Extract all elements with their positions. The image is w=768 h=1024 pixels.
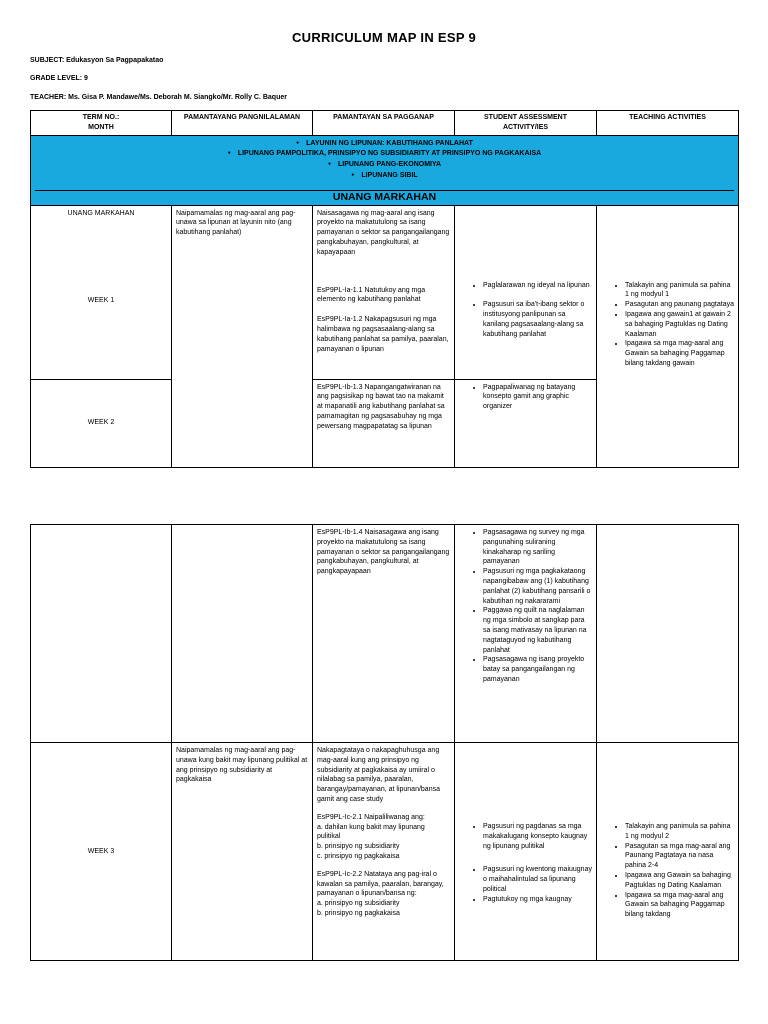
col-header-assessment: [455, 111, 597, 136]
list-item: • Ipagawa sa mga mag-aaral ang Gawain sa bahaging Paggamap bilang takdang: [625, 891, 734, 920]
assessment-cell: [455, 205, 597, 379]
topics-banner-row: [31, 135, 739, 205]
week-label: WEEK 3: [31, 743, 172, 961]
assessment-list: [459, 528, 592, 685]
performance-cell: [313, 379, 455, 467]
page-title: CURRICULUM MAP IN ESP 9: [291, 30, 477, 45]
col-header-term-line1: TERM NO.:: [82, 114, 120, 121]
performance-cell: [313, 743, 455, 961]
col-header-term-line2: MONTH: [88, 123, 114, 131]
assessment-list: [459, 281, 592, 340]
topic-item: ● LIPUNANG PANG-EKONOMIYA: [35, 160, 734, 171]
list-item: • Pagsusuri ng pagdanas sa mga makakalugang konsepto kaugnay ng lipunang pulitikal: [483, 822, 592, 851]
list-item: • Pagpapaliwanag ng batayang konsepto gamit ang graphic organizer: [483, 383, 592, 412]
content-standard-text: Naipamamalas ng mag-aaral ang pag-unawa sa lipunan at layunin nito (ang kabutihang panlahat): [176, 209, 296, 237]
curriculum-table-1: [30, 110, 739, 468]
assessment-list: [459, 822, 592, 851]
competency-text: EsP9PL-Ia-1.1 Natutukoy ang mga elemento ng kabutihang panlahat: [317, 286, 426, 304]
list-item: • Talakayin ang panimula sa pahina 1 ng modyul 2: [625, 822, 734, 842]
list-item: • Ipagawa sa mga mag-aaral ang Gawain sa bahaging Paggamap bilang takdang gawain: [625, 339, 734, 368]
col-header-assessment-line1: STUDENT ASSESSMENT: [484, 114, 567, 121]
list-item: • Pagsasagawa ng isang proyekto batay sa pangangailangan ng pamayanan: [483, 655, 592, 684]
competency-text: EsP9PL-Ic-2.1 Naipaliliwanag ang:: [317, 813, 425, 821]
teaching-cell: [597, 205, 739, 467]
col-header-assessment-line2: ACTIVITY/IES: [502, 123, 549, 131]
competency-text: EsP9PL-Ib-1.4 Naisasagawa ang isang proyekto na makatutulong sa isang pamayanan o sektor sa pangangailangang pangkabuhayan, pangkultural, at pangkapayapaan: [317, 529, 450, 576]
week-label: WEEK 1: [87, 297, 115, 305]
performance-standard-text: Naisasagawa ng mag-aaral ang isang proyekto na makatutulong sa isang pamayanan o sektor sa pangangailangang pangkabuhayan, pangkultural, at kapayapaan: [317, 209, 450, 256]
table-row: [31, 205, 739, 379]
content-standard-cell: [172, 525, 313, 743]
performance-cell: [313, 205, 455, 379]
competency-subitem: a. prinsipyo ng subsidiarity: [317, 900, 400, 908]
teaching-list: [601, 822, 734, 920]
list-item: • Talakayin ang panimula sa pahina 1 ng modyul 1: [625, 281, 734, 301]
content-standard-text: Naipamamalas ng mag-aaral ang pag-unawa kung bakit may lipunang pulitikal at ang prinsipyo ng subsidiarity at pagkakaisa: [176, 747, 308, 784]
term-cell: [31, 205, 172, 379]
quarter-heading: UNANG MARKAHAN: [35, 190, 734, 205]
teaching-cell: [597, 525, 739, 743]
topic-item: ● LIPUNANG PAMPOLITIKA, PRINSIPYO NG SUBSIDIARITY AT PRINSIPYO NG PAGKAKAISA: [35, 149, 734, 160]
assessment-cell: [455, 379, 597, 467]
competency-text: EsP9PL-Ia-1.2 Nakapagsusuri ng mga halimbawa ng pagsasaalang-alang sa kabutihang panlahat sa pamilya, paaralan, pamayanan o lipunan: [317, 316, 449, 353]
competency-text: EsP9PL-Ic-2.2 Natataya ang pag-iral o kawalan sa pamilya, paaralan, barangay, pamayanan o lipunan/bansa ng:: [317, 870, 444, 898]
content-standard-cell: [172, 205, 313, 467]
performance-standard-text: Nakapagtataya o nakapaghuhusga ang mag-aaral kung ang prinsipyo ng subsidiarity at pagkakaisa ay umiiral o nilalabag sa pamilya, paaralan, barangay/pamayanan, at lipunan/bansa gamit ang case study: [317, 747, 440, 803]
term-cell: [31, 525, 172, 743]
grade-level-line: GRADE LEVEL: 9: [30, 75, 88, 82]
col-header-term: [31, 111, 172, 136]
list-item: • Pagsasagawa ng survey ng mga pangunahing suliraning kinakaharap ng sariling pamayanan: [483, 528, 592, 567]
teaching-list: [601, 281, 734, 369]
list-item: • Ipagawa ang gawain1 at gawain 2 sa bahaging Pagtuklas ng Dating Kaalaman: [625, 310, 734, 339]
col-header-content-standard: PAMANTAYANG PANGNILALAMAN: [172, 111, 313, 136]
list-item: • Paggawa ng quilt na naglalaman ng mga simbolo at sangkap para sa isang mativasay na lipunan na nagtataguyod ng kabutihang panlahat: [483, 606, 592, 655]
list-item: • Pagsusuri sa iba't-ibang sektor o institusyong panlipunan sa kanilang pagsasaalang-alang sa kabutihang panlahat: [483, 300, 592, 339]
week-label: WEEK 2: [31, 379, 172, 467]
assessment-cell: [455, 743, 597, 961]
assessment-cell: [455, 525, 597, 743]
table-row: [31, 525, 739, 743]
list-item: • Ipagawa ang Gawain sa bahaging Pagtuklas ng Dating Kaalaman: [625, 871, 734, 891]
topics-banner: [31, 135, 739, 205]
quarter-label: UNANG MARKAHAN: [67, 209, 135, 217]
list-item: • Pagsusuri ng mga pagkakataong napangibabaw ang (1) kabutihang panlahat (2) kabutihang pansarili o kabutihan ng nakararami: [483, 567, 592, 606]
topic-item: ● LIPUNANG SIBIL: [35, 171, 734, 182]
table-row: [31, 743, 739, 961]
content-standard-cell: [172, 743, 313, 961]
subject-line: SUBJECT: Edukasyon Sa Pagpapakatao: [30, 57, 164, 64]
competency-subitem: a. dahilan kung bakit may lipunang pulitikal: [317, 823, 425, 841]
performance-cell: [313, 525, 455, 743]
topics-list: [35, 139, 734, 182]
list-item: • Pasagutan sa mga mag-aaral ang Paunang Pagtataya na nasa pahina 2-4: [625, 842, 734, 871]
list-item: • Pagtutukoy ng mga kaugnay: [483, 895, 592, 905]
assessment-list: [459, 383, 592, 412]
teaching-cell: [597, 743, 739, 961]
list-item: • Paglalarawan ng ideyal na lipunan: [483, 281, 592, 291]
competency-subitem: b. prinsipyo ng subsidiarity: [317, 843, 400, 851]
competency-subitem: b. prinsipyo ng pagkakaisa: [317, 909, 400, 917]
topic-item: ● LAYUNIN NG LIPUNAN: KABUTIHANG PANLAHAT: [35, 139, 734, 150]
curriculum-table-2: [30, 524, 739, 961]
column-header-row: [31, 111, 739, 136]
list-item: • Pagsusuri ng kwentong maiuugnay o maihahalintulad sa lipunang political: [483, 865, 592, 894]
teacher-line: TEACHER: Ms. Gisa P. Mandawe/Ms. Deborah M. Siangko/Mr. Rolly C. Baquer: [30, 94, 287, 101]
col-header-performance-standard: PAMANTAYAN SA PAGGANAP: [313, 111, 455, 136]
col-header-teaching: TEACHING ACTIVITIES: [597, 111, 739, 136]
list-item: • Pasagutan ang paunang pagtataya: [625, 300, 734, 310]
assessment-list: [459, 865, 592, 904]
competency-text: EsP9PL-Ib-1.3 Napangangatwiranan na ang pagsisikap ng bawat tao na makamit at mapanatili ang kabutihang panlahat sa pamamagitan ng pagsasabuhay ng mga pewersang magpapatatag sa lipunan: [317, 383, 445, 430]
competency-subitem: c. prinsipyo ng pagkakaisa: [317, 852, 400, 860]
